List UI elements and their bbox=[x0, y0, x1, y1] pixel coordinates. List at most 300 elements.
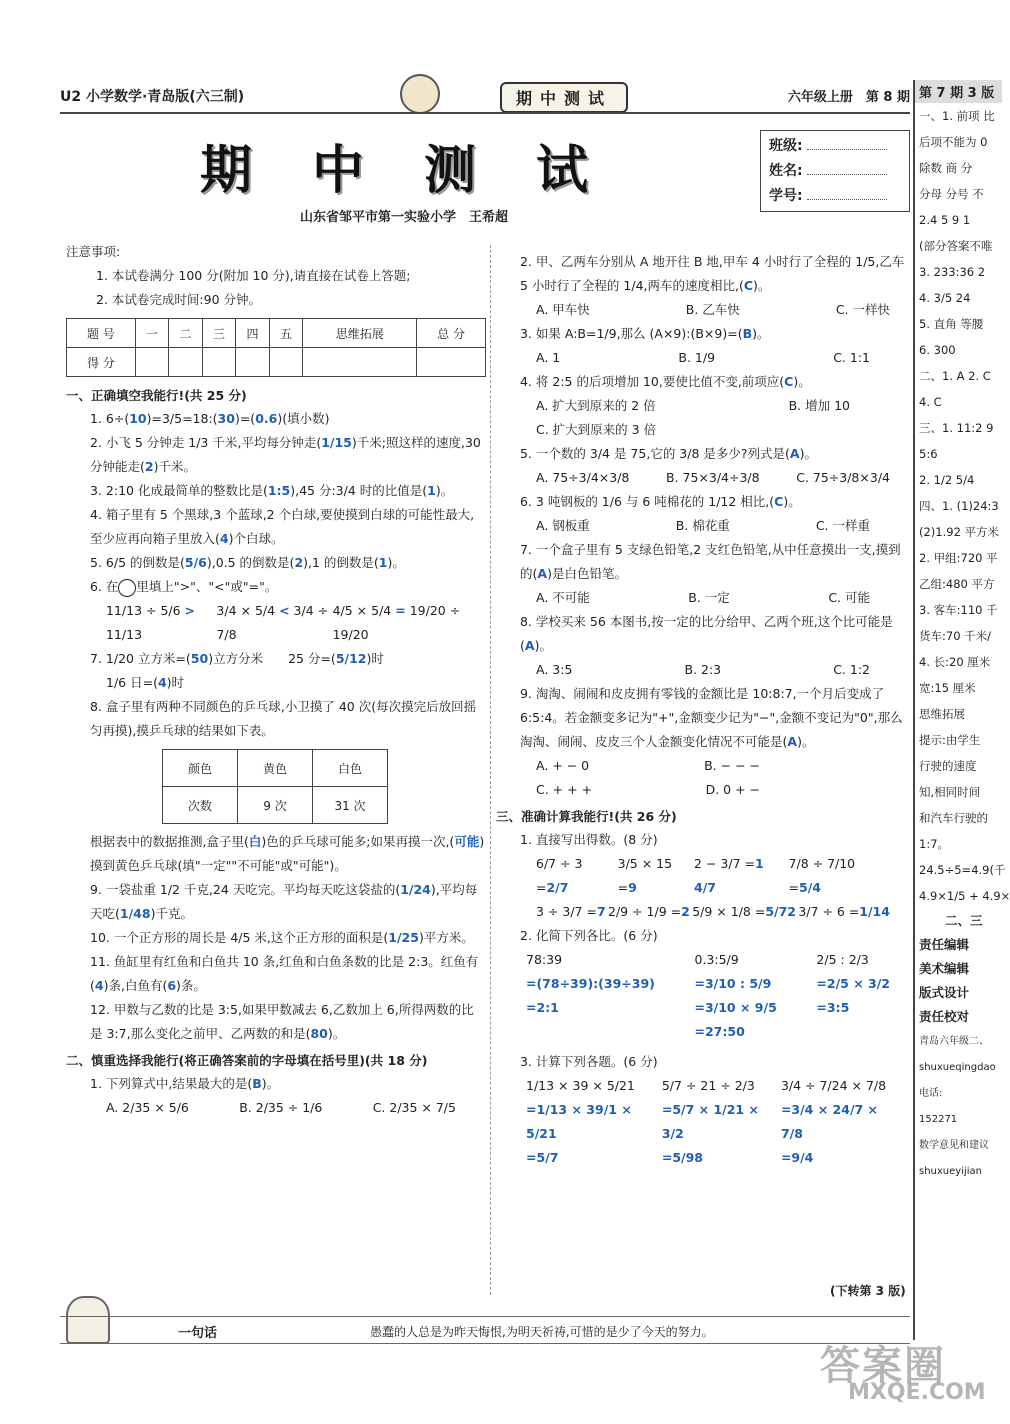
sidebar-contact: 青岛六年级二、 bbox=[919, 1036, 989, 1047]
continued-note: (下转第 3 版) bbox=[830, 1284, 906, 1298]
q-text: )千米。 bbox=[153, 459, 196, 474]
answer[interactable]: = bbox=[395, 603, 406, 618]
s2-q4-options bbox=[496, 394, 910, 418]
option: B. 1/9 bbox=[678, 350, 716, 365]
compare-right: 19/20 ÷ 19/20 bbox=[332, 603, 461, 642]
sidebar-contact: shuxueqingdao bbox=[919, 1062, 996, 1073]
s3-p2-title: 2. 化简下列各比。(6 分) bbox=[520, 928, 658, 943]
answer[interactable]: A bbox=[537, 566, 548, 581]
answer[interactable]: 5/12 bbox=[335, 651, 367, 666]
answer[interactable]: 80 bbox=[310, 1026, 328, 1041]
sidebar-line: 宽:15 厘米 bbox=[919, 681, 976, 695]
s3-p3-title: 3. 计算下列各题。(6 分) bbox=[520, 1054, 658, 1069]
calc-item bbox=[536, 852, 618, 900]
q-text: 5. 一个数的 3/4 是 75,它的 3/8 是多少?列式是( bbox=[520, 446, 790, 461]
ball-value: 31 次 bbox=[313, 787, 388, 824]
option: D. 0 + − bbox=[705, 782, 760, 797]
s2-q7-options bbox=[496, 586, 910, 610]
option: A. 甲车快 bbox=[536, 302, 590, 317]
answer[interactable]: 5/6 bbox=[184, 555, 207, 570]
option: B. 75×3/4÷3/8 bbox=[665, 470, 760, 485]
q-text: )千克。 bbox=[150, 906, 193, 921]
answer[interactable]: 1/25 bbox=[388, 930, 419, 945]
answer[interactable]: 2/7 bbox=[546, 880, 569, 895]
option: A. 2/35 × 5/6 bbox=[106, 1100, 189, 1115]
answer[interactable]: 4 bbox=[157, 675, 167, 690]
compute-item bbox=[526, 1074, 662, 1170]
answer[interactable]: 4 bbox=[94, 978, 104, 993]
compute-item bbox=[662, 1074, 781, 1170]
ball-table bbox=[162, 749, 388, 824]
s2-q9-options-row1 bbox=[496, 754, 910, 778]
s2-q4 bbox=[496, 370, 910, 394]
work-line[interactable]: =2/5 × 3/2 bbox=[816, 976, 890, 991]
answer[interactable]: 4 bbox=[219, 531, 229, 546]
q-text: )条,白鱼有( bbox=[103, 978, 168, 993]
q-text: )是白色铅笔。 bbox=[547, 566, 627, 581]
left-column bbox=[66, 240, 486, 1120]
answer[interactable]: 50 bbox=[190, 651, 209, 666]
answer[interactable]: 1/48 bbox=[119, 906, 151, 921]
option: A. + − 0 bbox=[536, 758, 590, 773]
sidebar-line: 三、1. 11:2 9 bbox=[919, 421, 994, 435]
q-text: 1. 下列算式中,结果最大的是( bbox=[90, 1076, 253, 1091]
s2-q1 bbox=[66, 1072, 486, 1096]
s1-q7b bbox=[66, 671, 486, 695]
sidebar-line: 后项不能为 0 bbox=[919, 135, 988, 149]
ball-value: 9 次 bbox=[238, 787, 313, 824]
score-value-row bbox=[67, 348, 486, 377]
answer[interactable]: 0.6 bbox=[255, 411, 278, 426]
option: A. 不可能 bbox=[536, 590, 590, 605]
score-cell[interactable] bbox=[202, 348, 236, 377]
s1-q1 bbox=[66, 407, 486, 431]
page-title: 期中测试 bbox=[200, 140, 649, 201]
q-text: 2. 甲、乙两车分别从 A 地开往 B 地,甲车 4 小时行了全程的 1/5,乙车 5 小时行了全程的 1/4,两车的速度相比,( bbox=[520, 254, 905, 293]
calc-expr: 5/9 × 1/8 = bbox=[692, 904, 766, 919]
score-table bbox=[66, 318, 486, 377]
work-line[interactable]: =3/10 × 9/5 bbox=[694, 1000, 777, 1015]
q-text: )。 bbox=[797, 734, 815, 749]
sidebar-line: 一、1. 前项 比 bbox=[919, 109, 995, 123]
score-header: 三 bbox=[202, 319, 236, 348]
sidebar-line: 分母 分号 不 bbox=[919, 187, 984, 201]
calc-expr: 7/8 ÷ 7/10 = bbox=[788, 856, 856, 895]
work-line[interactable]: =9/4 bbox=[780, 1150, 814, 1165]
ball-row-label: 次数 bbox=[163, 787, 238, 824]
work-line[interactable]: =5/7 bbox=[526, 1150, 559, 1165]
simplify-expr: 2/5 : 2/3 bbox=[816, 952, 869, 967]
q-text: 6. 3 吨钢板的 1/6 与 6 吨棉花的 1/12 相比,( bbox=[520, 494, 775, 509]
notes-heading: 注意事项: bbox=[66, 244, 121, 259]
q-text: )。 bbox=[752, 326, 770, 341]
calc-item bbox=[694, 852, 788, 900]
sidebar-line: (2)1.92 平方米 bbox=[919, 525, 1000, 539]
score-header: 二 bbox=[169, 319, 203, 348]
sidebar-line: 思维拓展 bbox=[919, 707, 965, 721]
s2-q4-option-c: C. 扩大到原来的 3 倍 bbox=[536, 422, 657, 437]
option: C. 1:1 bbox=[833, 350, 870, 365]
answer[interactable]: A bbox=[787, 734, 798, 749]
sidebar-line: 1:7。 bbox=[919, 837, 950, 851]
q-text: 9. 一袋盐重 1/2 千克,24 天吃完。平均每天吃这袋盐的( bbox=[90, 882, 401, 897]
compare-right: 3/4 ÷ 7/8 bbox=[216, 603, 329, 642]
q-text: )立方分米 25 分=( bbox=[208, 651, 336, 666]
calc-expr: 6/7 ÷ 3 = bbox=[536, 856, 583, 895]
simplify-expr: 78:39 bbox=[526, 952, 563, 967]
option: C. 可能 bbox=[828, 590, 870, 605]
s2-q3-options bbox=[496, 346, 910, 370]
header-right: 六年级上册 第 8 期 bbox=[787, 90, 910, 105]
sidebar-contact: 数学意见和建议 bbox=[919, 1140, 989, 1151]
q-text: 里填上">"、"<"或"="。 bbox=[136, 579, 278, 594]
q-text: 根据表中的数据推测,盒子里( bbox=[90, 834, 249, 849]
q-text: 7. 一个盒子里有 5 支绿色铅笔,2 支红色铅笔,从中任意摸出一支,摸到的( bbox=[520, 542, 901, 581]
option: C. + + + bbox=[536, 782, 593, 797]
q-text: )条。 bbox=[176, 978, 206, 993]
s2-q6-options bbox=[496, 514, 910, 538]
section3-title: 三、准确计算我能行!(共 26 分) bbox=[496, 809, 677, 824]
watermark-url: MXQE.COM bbox=[848, 1380, 986, 1405]
work-line[interactable]: =3/4 × 24/7 × 7/8 bbox=[780, 1102, 879, 1141]
calc-item bbox=[618, 852, 694, 900]
sidebar-line: 6. 300 bbox=[919, 343, 956, 357]
answer[interactable]: B bbox=[742, 326, 753, 341]
q-text: 5. 6/5 的倒数是( bbox=[90, 555, 185, 570]
answer[interactable]: 7 bbox=[596, 904, 606, 919]
q-text: 3. 如果 A:B=1/9,那么 (A×9):(B×9)=( bbox=[520, 326, 743, 341]
s2-q2-options bbox=[496, 298, 910, 322]
answer[interactable]: > bbox=[184, 603, 196, 618]
q-text: 1. 6÷( bbox=[90, 411, 130, 426]
answer[interactable]: 1/14 bbox=[859, 904, 890, 919]
answer[interactable]: 可能 bbox=[454, 834, 480, 849]
sidebar-line: 货车:70 千米/ bbox=[919, 629, 992, 643]
work-line[interactable]: =3/10 : 5/9 bbox=[694, 976, 772, 991]
sidebar-contact: shuxueyijian bbox=[919, 1166, 983, 1177]
sidebar-line: 24.5÷5=4.9(千 bbox=[919, 863, 1006, 877]
answer[interactable]: A bbox=[789, 446, 800, 461]
q-text: )。 bbox=[261, 1076, 280, 1091]
work-line[interactable]: =1/13 × 39/1 × 5/21 bbox=[526, 1102, 632, 1141]
option: C. 一样快 bbox=[835, 302, 890, 317]
s1-q8: 8. 盒子里有两种不同颜色的乒乓球,小卫摸了 40 次(每次摸完后放回摇匀再摸),摸乒乓球的结果如下表。 bbox=[90, 699, 477, 738]
s1-q8b bbox=[66, 830, 486, 878]
ball-header-row bbox=[163, 750, 388, 787]
s1-q7 bbox=[66, 647, 486, 671]
s3-p1-title: 1. 直接写出得数。(8 分) bbox=[520, 832, 658, 847]
answer[interactable]: C bbox=[774, 494, 784, 509]
sidebar-line: 提示:由学生 bbox=[919, 733, 981, 747]
option: C. 2/35 × 7/5 bbox=[372, 1100, 456, 1115]
q-text: )。 bbox=[534, 638, 552, 653]
answer[interactable]: A bbox=[524, 638, 535, 653]
sidebar-line: 除数 商 分 bbox=[919, 161, 973, 175]
q-text: )。 bbox=[783, 494, 801, 509]
header-left: U2 小学数学·青岛版(六三制) bbox=[60, 89, 245, 105]
q-text: )。 bbox=[387, 555, 405, 570]
option: B. 乙车快 bbox=[685, 302, 740, 317]
option: A. 1 bbox=[536, 350, 561, 365]
sidebar-contact: 152271 bbox=[919, 1114, 958, 1125]
class-label: 班级: bbox=[769, 138, 803, 154]
footer-label: 一句话 bbox=[178, 1326, 218, 1341]
sidebar-line: 4. 长:20 厘米 bbox=[919, 655, 991, 669]
ball-header: 颜色 bbox=[163, 750, 238, 787]
calc-expr: 3/5 × 15 = bbox=[617, 856, 673, 895]
q-text: )(填小数) bbox=[277, 411, 330, 426]
student-info-box bbox=[760, 130, 910, 212]
work-line[interactable]: =3:5 bbox=[816, 1000, 850, 1015]
q-text: 7. 1/20 立方米=( bbox=[90, 651, 191, 666]
sidebar-credits-heading: 二、三 bbox=[945, 913, 983, 928]
answer[interactable]: 1 bbox=[378, 555, 388, 570]
q-text: 2. 小飞 5 分钟走 1/3 千米,平均每分钟走( bbox=[90, 435, 322, 450]
s2-q5-options bbox=[496, 466, 910, 490]
sidebar-credit: 责任校对 bbox=[919, 1009, 970, 1024]
q-text: 9. 淘淘、闹闹和皮皮拥有零钱的金额比是 10:8:7,一个月后变成了 6:5:4。若金额变多记为"+",金额变少记为"−",金额不变记为"0",那么淘淘、闹闹、皮皮三个人金额变化情况不可能是( bbox=[520, 686, 903, 749]
number-row bbox=[769, 185, 901, 210]
calc-item bbox=[798, 900, 890, 924]
q-text: 6. 在 bbox=[90, 579, 119, 594]
calc-item bbox=[789, 852, 890, 900]
score-cell[interactable] bbox=[417, 348, 486, 377]
simplify-item bbox=[816, 948, 890, 1044]
option: B. − − − bbox=[704, 758, 760, 773]
s1-q10 bbox=[66, 926, 486, 950]
answer[interactable]: 2 bbox=[681, 904, 690, 919]
score-cell[interactable] bbox=[269, 348, 303, 377]
s2-q1-options bbox=[66, 1096, 486, 1120]
column-divider bbox=[490, 245, 491, 1295]
option: B. 2/35 ÷ 1/6 bbox=[239, 1100, 323, 1115]
q-text: 3. 2:10 化成最简单的整数比是( bbox=[90, 483, 268, 498]
s2-q6 bbox=[496, 490, 910, 514]
answer[interactable]: 1/24 bbox=[400, 882, 431, 897]
s3-p2-items bbox=[496, 948, 910, 1044]
score-header: 一 bbox=[135, 319, 169, 348]
option: B. 一定 bbox=[688, 590, 730, 605]
s2-q3 bbox=[496, 322, 910, 346]
answer[interactable]: < bbox=[279, 603, 290, 618]
option: A. 3:5 bbox=[536, 662, 573, 677]
ball-header: 白色 bbox=[313, 750, 388, 787]
compute-item bbox=[781, 1074, 900, 1170]
note-2: 2. 本试卷完成时间:90 分钟。 bbox=[96, 292, 261, 307]
compare-left: 3/4 × 5/4 bbox=[216, 603, 276, 618]
work-line[interactable]: =(78÷39):(39÷39) bbox=[526, 976, 655, 991]
q-text: 12. 甲数与乙数的比是 3:5,如果甲数减去 6,乙数加上 6,所得两数的比是 3:7,那么变化之前甲、乙两数的和是( bbox=[90, 1002, 474, 1041]
answer[interactable]: 10 bbox=[129, 411, 147, 426]
answer[interactable]: 1 bbox=[427, 483, 436, 498]
compare-left: 11/13 ÷ 5/6 bbox=[106, 603, 181, 618]
q-text: 4. 将 2:5 的后项增加 10,要使比值不变,前项应( bbox=[520, 374, 785, 389]
option: C. 一样重 bbox=[815, 518, 870, 533]
sidebar-line: 2. 甲组:720 平 bbox=[919, 551, 998, 565]
name-row bbox=[769, 160, 901, 185]
answer-sidebar bbox=[913, 80, 1010, 1340]
s2-q9-options-row2 bbox=[496, 778, 910, 802]
compare-item bbox=[216, 599, 332, 647]
calc-expr: 2 − 3/7 = bbox=[694, 856, 755, 871]
q-text: )=3/5=18:( bbox=[146, 411, 218, 426]
score-cell[interactable] bbox=[303, 348, 417, 377]
ball-header: 黄色 bbox=[238, 750, 313, 787]
sidebar-credit: 美术编辑 bbox=[919, 961, 970, 976]
q-text: )。 bbox=[753, 278, 771, 293]
compare-left: 4/5 × 5/4 bbox=[332, 603, 392, 618]
name-label: 姓名: bbox=[769, 163, 803, 179]
work-line[interactable]: =5/7 × 1/21 × 3/2 bbox=[661, 1102, 759, 1141]
s2-q8 bbox=[496, 610, 910, 658]
answer[interactable]: 2 bbox=[144, 459, 154, 474]
score-row-label: 得 分 bbox=[67, 348, 136, 377]
sidebar-line: 四、1. (1)24:3 bbox=[919, 499, 999, 513]
answer[interactable]: 5/72 bbox=[765, 904, 796, 919]
option: C. 75÷3/8×3/4 bbox=[796, 470, 890, 485]
score-header: 五 bbox=[269, 319, 303, 348]
compute-expr: 5/7 ÷ 21 ÷ 2/3 bbox=[661, 1078, 755, 1093]
s2-q9 bbox=[496, 682, 910, 754]
score-cell[interactable] bbox=[169, 348, 203, 377]
right-column bbox=[496, 250, 910, 1170]
answer[interactable]: C bbox=[743, 278, 754, 293]
compute-expr: 3/4 ÷ 7/24 × 7/8 bbox=[780, 1078, 887, 1093]
answer[interactable]: B bbox=[252, 1076, 262, 1091]
answer[interactable]: 白 bbox=[248, 834, 262, 849]
q-text: 4. 箱子里有 5 个黑球,3 个蓝球,2 个白球,要使摸到白球的可能性最大,至少应再向箱子里放入( bbox=[90, 507, 475, 546]
sidebar-line: 和汽车行驶的 bbox=[919, 811, 988, 825]
sidebar-line: 3. 233:36 2 bbox=[919, 265, 986, 279]
score-cell[interactable] bbox=[135, 348, 169, 377]
simplify-item bbox=[526, 948, 655, 1044]
sidebar-contact: 电话: bbox=[919, 1088, 943, 1099]
calc-expr: 3/7 ÷ 6 = bbox=[798, 904, 860, 919]
score-header-row bbox=[67, 319, 486, 348]
section1-title: 一、正确填空我能行!(共 25 分) bbox=[66, 388, 247, 403]
q-text: ),0.5 的倒数是( bbox=[206, 555, 295, 570]
calc-item bbox=[608, 900, 690, 924]
sidebar-line: 二、1. A 2. C bbox=[919, 369, 991, 383]
ball-value-row bbox=[163, 787, 388, 824]
score-header: 题 号 bbox=[67, 319, 136, 348]
s2-q7 bbox=[496, 538, 910, 586]
number-label: 学号: bbox=[769, 188, 803, 204]
sidebar-line: 3. 客车:110 千 bbox=[919, 603, 998, 617]
q-text: )时 bbox=[166, 675, 185, 690]
work-line[interactable]: =5/98 bbox=[661, 1150, 703, 1165]
author-line: 山东省邹平市第一实验小学 王希超 bbox=[300, 210, 509, 225]
s1-q12 bbox=[66, 998, 486, 1046]
s3-p1-row1 bbox=[496, 852, 910, 900]
answer[interactable]: C bbox=[784, 374, 794, 389]
q-text: 1/6 日=( bbox=[106, 675, 158, 690]
section2-title: 二、慎重选择我能行(将正确答案前的字母填在括号里)(共 18 分) bbox=[66, 1053, 428, 1068]
q-text: )=( bbox=[234, 411, 256, 426]
s1-q6-items bbox=[66, 599, 486, 647]
score-cell[interactable] bbox=[236, 348, 270, 377]
s1-q6 bbox=[66, 575, 486, 599]
answer[interactable]: 1 4/7 bbox=[694, 856, 764, 895]
work-line[interactable]: =27:50 bbox=[694, 1024, 745, 1039]
sidebar-line: 知,相同时间 bbox=[919, 785, 981, 799]
compare-item bbox=[333, 599, 476, 647]
answer[interactable]: 1:5 bbox=[267, 483, 291, 498]
q-text: )色的乒乓球可能多;如果再摸一次,( bbox=[261, 834, 455, 849]
work-line[interactable]: =2:1 bbox=[526, 1000, 559, 1015]
circle-icon bbox=[118, 579, 136, 597]
score-header: 四 bbox=[236, 319, 270, 348]
sidebar-line: 5:6 bbox=[919, 447, 938, 461]
option: C. 1:2 bbox=[833, 662, 870, 677]
q-text: 11. 鱼缸里有红鱼和白鱼共 10 条,红鱼和白鱼条数的比是 2:3。红鱼有( bbox=[90, 954, 479, 993]
sidebar-title: 第 7 期 3 版 bbox=[915, 80, 1002, 103]
lion-logo-icon bbox=[400, 74, 440, 114]
option: A. 扩大到原来的 2 倍 bbox=[536, 398, 656, 413]
class-row bbox=[769, 135, 901, 160]
q-text: )时 bbox=[366, 651, 384, 666]
q-text: 8. 学校买来 56 本图书,按一定的比分给甲、乙两个班,这个比可能是( bbox=[520, 614, 893, 653]
s1-q3 bbox=[66, 479, 486, 503]
q-text: 10. 一个正方形的周长是 4/5 米,这个正方形的面积是( bbox=[90, 930, 389, 945]
option: B. 增加 10 bbox=[788, 398, 850, 413]
q-text: ),45 分:3/4 时的比值是( bbox=[290, 483, 428, 498]
number-field[interactable] bbox=[807, 199, 887, 200]
note-1: 1. 本试卷满分 100 分(附加 10 分),请直接在试卷上答题; bbox=[96, 268, 411, 283]
answer[interactable]: 5/4 bbox=[799, 880, 821, 895]
simplify-expr: 0.3:5/9 bbox=[694, 952, 739, 967]
q-text: )。 bbox=[799, 446, 817, 461]
sidebar-line: 行驶的速度 bbox=[919, 759, 977, 773]
sidebar-line: 乙组:480 平方 bbox=[919, 577, 995, 591]
sidebar-line: (部分答案不唯 bbox=[919, 239, 993, 253]
sidebar-credit: 责任编辑 bbox=[919, 937, 970, 952]
footer-quote: 愚蠢的人总是为昨天悔恨,为明天祈祷,可惜的是少了今天的努力。 bbox=[370, 1325, 714, 1339]
s2-q5 bbox=[496, 442, 910, 466]
score-header: 总 分 bbox=[417, 319, 486, 348]
footer-bar bbox=[60, 1316, 910, 1344]
class-field[interactable] bbox=[807, 149, 887, 150]
q-text: )。 bbox=[435, 483, 454, 498]
answer[interactable]: 2 bbox=[294, 555, 304, 570]
watermark-logo: 答案圈 bbox=[820, 1343, 946, 1389]
s1-q5 bbox=[66, 551, 486, 575]
sidebar-line: 4.9×1/5 + 4.9× bbox=[919, 889, 1010, 903]
answer[interactable]: 30 bbox=[217, 411, 235, 426]
sidebar-line: 2.4 5 9 1 bbox=[919, 213, 971, 227]
s1-q4 bbox=[66, 503, 486, 551]
header-rule bbox=[60, 112, 910, 114]
s2-q8-options bbox=[496, 658, 910, 682]
s3-p1-row2 bbox=[496, 900, 910, 924]
q-text: )个白球。 bbox=[228, 531, 284, 546]
q-text: )。 bbox=[327, 1026, 346, 1041]
answer[interactable]: 6 bbox=[167, 978, 177, 993]
page-header bbox=[60, 82, 910, 112]
header-badge: 期中测试 bbox=[500, 82, 628, 113]
option: B. 棉花重 bbox=[675, 518, 730, 533]
compare-right: 11/13 bbox=[106, 627, 143, 642]
sidebar-line: 4. C bbox=[919, 395, 942, 409]
answer[interactable]: 1/15 bbox=[321, 435, 352, 450]
q-text: )。 bbox=[793, 374, 811, 389]
name-field[interactable] bbox=[807, 174, 887, 175]
score-header: 思维拓展 bbox=[303, 319, 417, 348]
compute-expr: 1/13 × 39 × 5/21 bbox=[526, 1078, 635, 1093]
simplify-item bbox=[695, 948, 777, 1044]
answer[interactable]: 9 bbox=[628, 880, 637, 895]
s1-q2 bbox=[66, 431, 486, 479]
